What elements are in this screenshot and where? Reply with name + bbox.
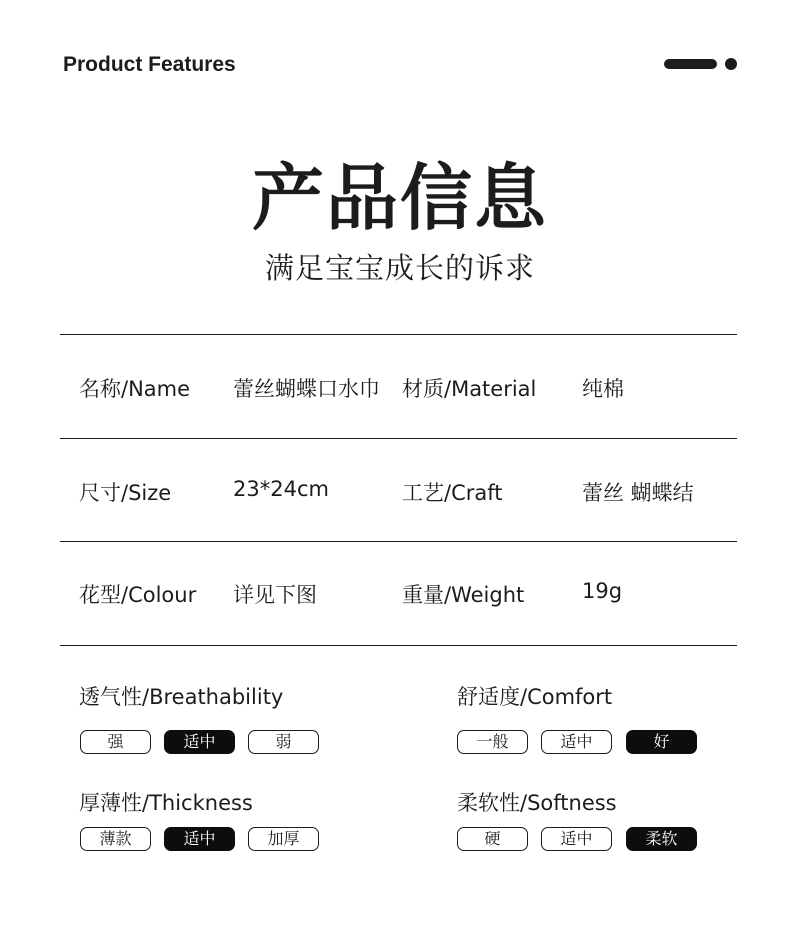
rating-option: 好 — [626, 730, 697, 754]
decorative-dot — [725, 58, 737, 70]
table-divider — [60, 541, 737, 542]
spec-value-material: 纯棉 — [582, 377, 624, 401]
decorative-bar — [664, 59, 717, 69]
spec-label-colour: 花型/Colour — [79, 583, 197, 607]
attribute-title: 柔软性/Softness — [457, 791, 617, 815]
page-subtitle: 满足宝宝成长的诉求 — [264, 251, 535, 285]
rating-option: 硬 — [457, 827, 528, 851]
page-title: 产品信息 — [251, 156, 548, 240]
spec-label-craft: 工艺/Craft — [402, 481, 503, 505]
spec-value-colour: 详见下图 — [233, 583, 317, 607]
spec-value-name: 蕾丝蝴蝶口水巾 — [233, 377, 380, 401]
table-divider — [60, 438, 737, 439]
rating-option: 适中 — [541, 730, 612, 754]
table-divider — [60, 645, 737, 646]
rating-option: 强 — [80, 730, 151, 754]
table-divider — [60, 334, 737, 335]
attribute-title: 透气性/Breathability — [79, 685, 284, 709]
rating-option: 弱 — [248, 730, 319, 754]
spec-value-craft: 蕾丝 蝴蝶结 — [582, 481, 694, 505]
spec-value-weight: 19g — [582, 579, 623, 603]
spec-value-size: 23*24cm — [233, 477, 329, 501]
attribute-title: 厚薄性/Thickness — [79, 791, 253, 815]
rating-option: 适中 — [164, 827, 235, 851]
spec-label-material: 材质/Material — [402, 377, 537, 401]
rating-option: 适中 — [164, 730, 235, 754]
spec-label-size: 尺寸/Size — [79, 481, 172, 505]
spec-label-weight: 重量/Weight — [402, 583, 525, 607]
rating-option: 薄款 — [80, 827, 151, 851]
spec-label-name: 名称/Name — [79, 377, 191, 401]
attribute-title: 舒适度/Comfort — [457, 685, 613, 709]
rating-option: 柔软 — [626, 827, 697, 851]
section-label: Product Features — [63, 53, 236, 76]
rating-option: 适中 — [541, 827, 612, 851]
rating-option: 加厚 — [248, 827, 319, 851]
rating-option: 一般 — [457, 730, 528, 754]
